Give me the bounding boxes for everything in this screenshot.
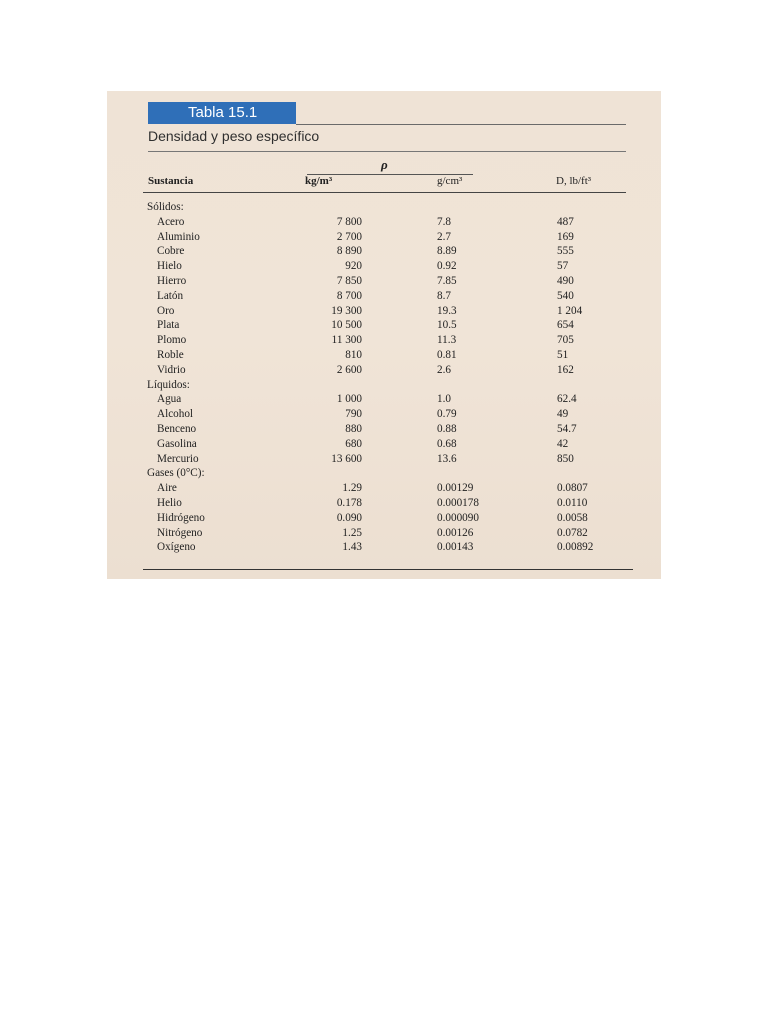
weight-lb-ft3: 62.4	[557, 393, 577, 406]
table-caption: Densidad y peso específico	[148, 128, 320, 144]
weight-lb-ft3: 0.0782	[557, 526, 588, 539]
substance-name: Acero	[157, 215, 185, 228]
weight-lb-ft3: 54.7	[557, 422, 577, 435]
table-row	[107, 422, 661, 437]
table-row	[107, 363, 661, 378]
substance-name: Roble	[157, 348, 184, 361]
category-label: Gases (0°C):	[147, 467, 205, 480]
substance-name: Hierro	[157, 274, 187, 287]
density-kg-m3: 2 600	[336, 363, 362, 376]
table-row	[107, 259, 661, 274]
table-row	[107, 333, 661, 348]
caption-rule	[148, 151, 626, 152]
density-kg-m3: 920	[345, 260, 362, 273]
table-bottom-rule	[143, 569, 633, 570]
density-kg-m3: 0.178	[336, 496, 362, 509]
column-header-kg-m3: kg/m³	[305, 175, 333, 187]
density-kg-m3: 8 890	[336, 245, 362, 258]
substance-name: Aluminio	[157, 230, 200, 243]
table-row	[107, 540, 661, 555]
substance-name: Cobre	[157, 245, 185, 258]
density-kg-m3: 1.43	[342, 541, 362, 554]
density-kg-m3: 7 850	[336, 274, 362, 287]
column-header-g-cm3: g/cm³	[437, 175, 463, 187]
weight-lb-ft3: 42	[557, 437, 569, 450]
weight-lb-ft3: 487	[557, 215, 574, 228]
table-row	[107, 407, 661, 422]
density-g-cm3: 13.6	[437, 452, 457, 465]
density-g-cm3: 11.3	[437, 334, 457, 347]
density-kg-m3: 7 800	[336, 215, 362, 228]
density-kg-m3: 8 700	[336, 289, 362, 302]
density-g-cm3: 1.0	[437, 393, 451, 406]
table-body	[107, 200, 661, 555]
category-label: Líquidos:	[147, 378, 190, 391]
table-row	[107, 511, 661, 526]
table-row	[107, 304, 661, 319]
substance-name: Mercurio	[157, 452, 199, 465]
density-kg-m3: 810	[345, 348, 362, 361]
substance-name: Vidrio	[157, 363, 186, 376]
density-g-cm3: 0.00129	[437, 482, 474, 495]
header-rule	[143, 192, 626, 193]
weight-lb-ft3: 51	[557, 348, 569, 361]
density-g-cm3: 0.68	[437, 437, 457, 450]
density-g-cm3: 2.7	[437, 230, 451, 243]
substance-name: Oro	[157, 304, 175, 317]
weight-lb-ft3: 850	[557, 452, 574, 465]
weight-lb-ft3: 0.0058	[557, 511, 588, 524]
density-kg-m3: 13 600	[331, 452, 362, 465]
category-label: Sólidos:	[147, 201, 184, 213]
substance-name: Hielo	[157, 260, 182, 273]
weight-lb-ft3: 0.0807	[557, 482, 588, 495]
weight-lb-ft3: 540	[557, 289, 574, 302]
density-g-cm3: 7.8	[437, 215, 451, 228]
category-row	[107, 378, 661, 393]
substance-name: Aire	[157, 482, 177, 495]
title-rule	[296, 124, 626, 125]
density-kg-m3: 680	[345, 437, 362, 450]
column-header-lb-ft3: D, lb/ft³	[556, 175, 592, 187]
weight-lb-ft3: 0.0110	[557, 496, 588, 509]
density-kg-m3: 19 300	[331, 304, 362, 317]
density-g-cm3: 2.6	[437, 363, 451, 376]
weight-lb-ft3: 1 204	[557, 304, 583, 317]
density-g-cm3: 8.7	[437, 289, 451, 302]
table-row	[107, 215, 661, 230]
density-g-cm3: 0.000178	[437, 496, 479, 509]
density-g-cm3: 0.92	[437, 260, 457, 273]
weight-lb-ft3: 490	[557, 274, 574, 287]
density-kg-m3: 880	[345, 422, 362, 435]
density-g-cm3: 0.79	[437, 408, 457, 421]
density-kg-m3: 2 700	[336, 230, 362, 243]
table-row	[107, 496, 661, 511]
weight-lb-ft3: 49	[557, 408, 569, 421]
weight-lb-ft3: 654	[557, 319, 574, 332]
table-row	[107, 274, 661, 289]
weight-lb-ft3: 0.00892	[557, 541, 594, 554]
density-g-cm3: 0.81	[437, 348, 457, 361]
substance-name: Agua	[157, 393, 182, 406]
column-header-substance: Sustancia	[148, 175, 194, 187]
density-g-cm3: 0.00126	[437, 526, 474, 539]
substance-name: Alcohol	[157, 408, 194, 421]
table-row	[107, 318, 661, 333]
table-row	[107, 289, 661, 304]
density-kg-m3: 1.29	[342, 482, 362, 495]
density-kg-m3: 1.25	[342, 526, 362, 539]
density-g-cm3: 19.3	[437, 304, 457, 317]
table-row	[107, 230, 661, 245]
density-kg-m3: 10 500	[331, 319, 362, 332]
weight-lb-ft3: 705	[557, 334, 574, 347]
table-row	[107, 452, 661, 467]
density-g-cm3: 7.85	[437, 274, 457, 287]
substance-name: Nitrógeno	[157, 526, 203, 539]
table-row	[107, 392, 661, 407]
density-kg-m3: 0.090	[336, 511, 362, 524]
category-row	[107, 200, 661, 215]
category-row	[107, 466, 661, 481]
substance-name: Helio	[157, 496, 182, 509]
substance-name: Latón	[157, 289, 184, 302]
substance-name: Gasolina	[157, 437, 197, 450]
table-row	[107, 244, 661, 259]
density-g-cm3: 0.000090	[437, 511, 479, 524]
substance-name: Benceno	[157, 422, 197, 435]
density-g-cm3: 8.89	[437, 245, 457, 258]
table-row	[107, 348, 661, 363]
substance-name: Plomo	[157, 334, 187, 347]
density-g-cm3: 0.88	[437, 422, 457, 435]
substance-name: Hidrógeno	[157, 511, 205, 524]
substance-name: Oxígeno	[157, 541, 196, 554]
density-kg-m3: 11 300	[331, 334, 362, 347]
density-g-cm3: 0.00143	[437, 541, 474, 554]
substance-name: Plata	[157, 319, 180, 332]
weight-lb-ft3: 162	[557, 363, 574, 376]
weight-lb-ft3: 169	[557, 230, 574, 243]
density-g-cm3: 10.5	[437, 319, 457, 332]
density-group-header: ρ	[381, 157, 388, 172]
table-row	[107, 481, 661, 496]
density-kg-m3: 1 000	[336, 393, 362, 406]
table-row	[107, 526, 661, 541]
table-number-banner: Tabla 15.1	[148, 102, 296, 124]
weight-lb-ft3: 57	[557, 260, 569, 273]
weight-lb-ft3: 555	[557, 245, 574, 258]
density-kg-m3: 790	[345, 408, 362, 421]
document-photo	[107, 91, 661, 579]
table-row	[107, 437, 661, 452]
